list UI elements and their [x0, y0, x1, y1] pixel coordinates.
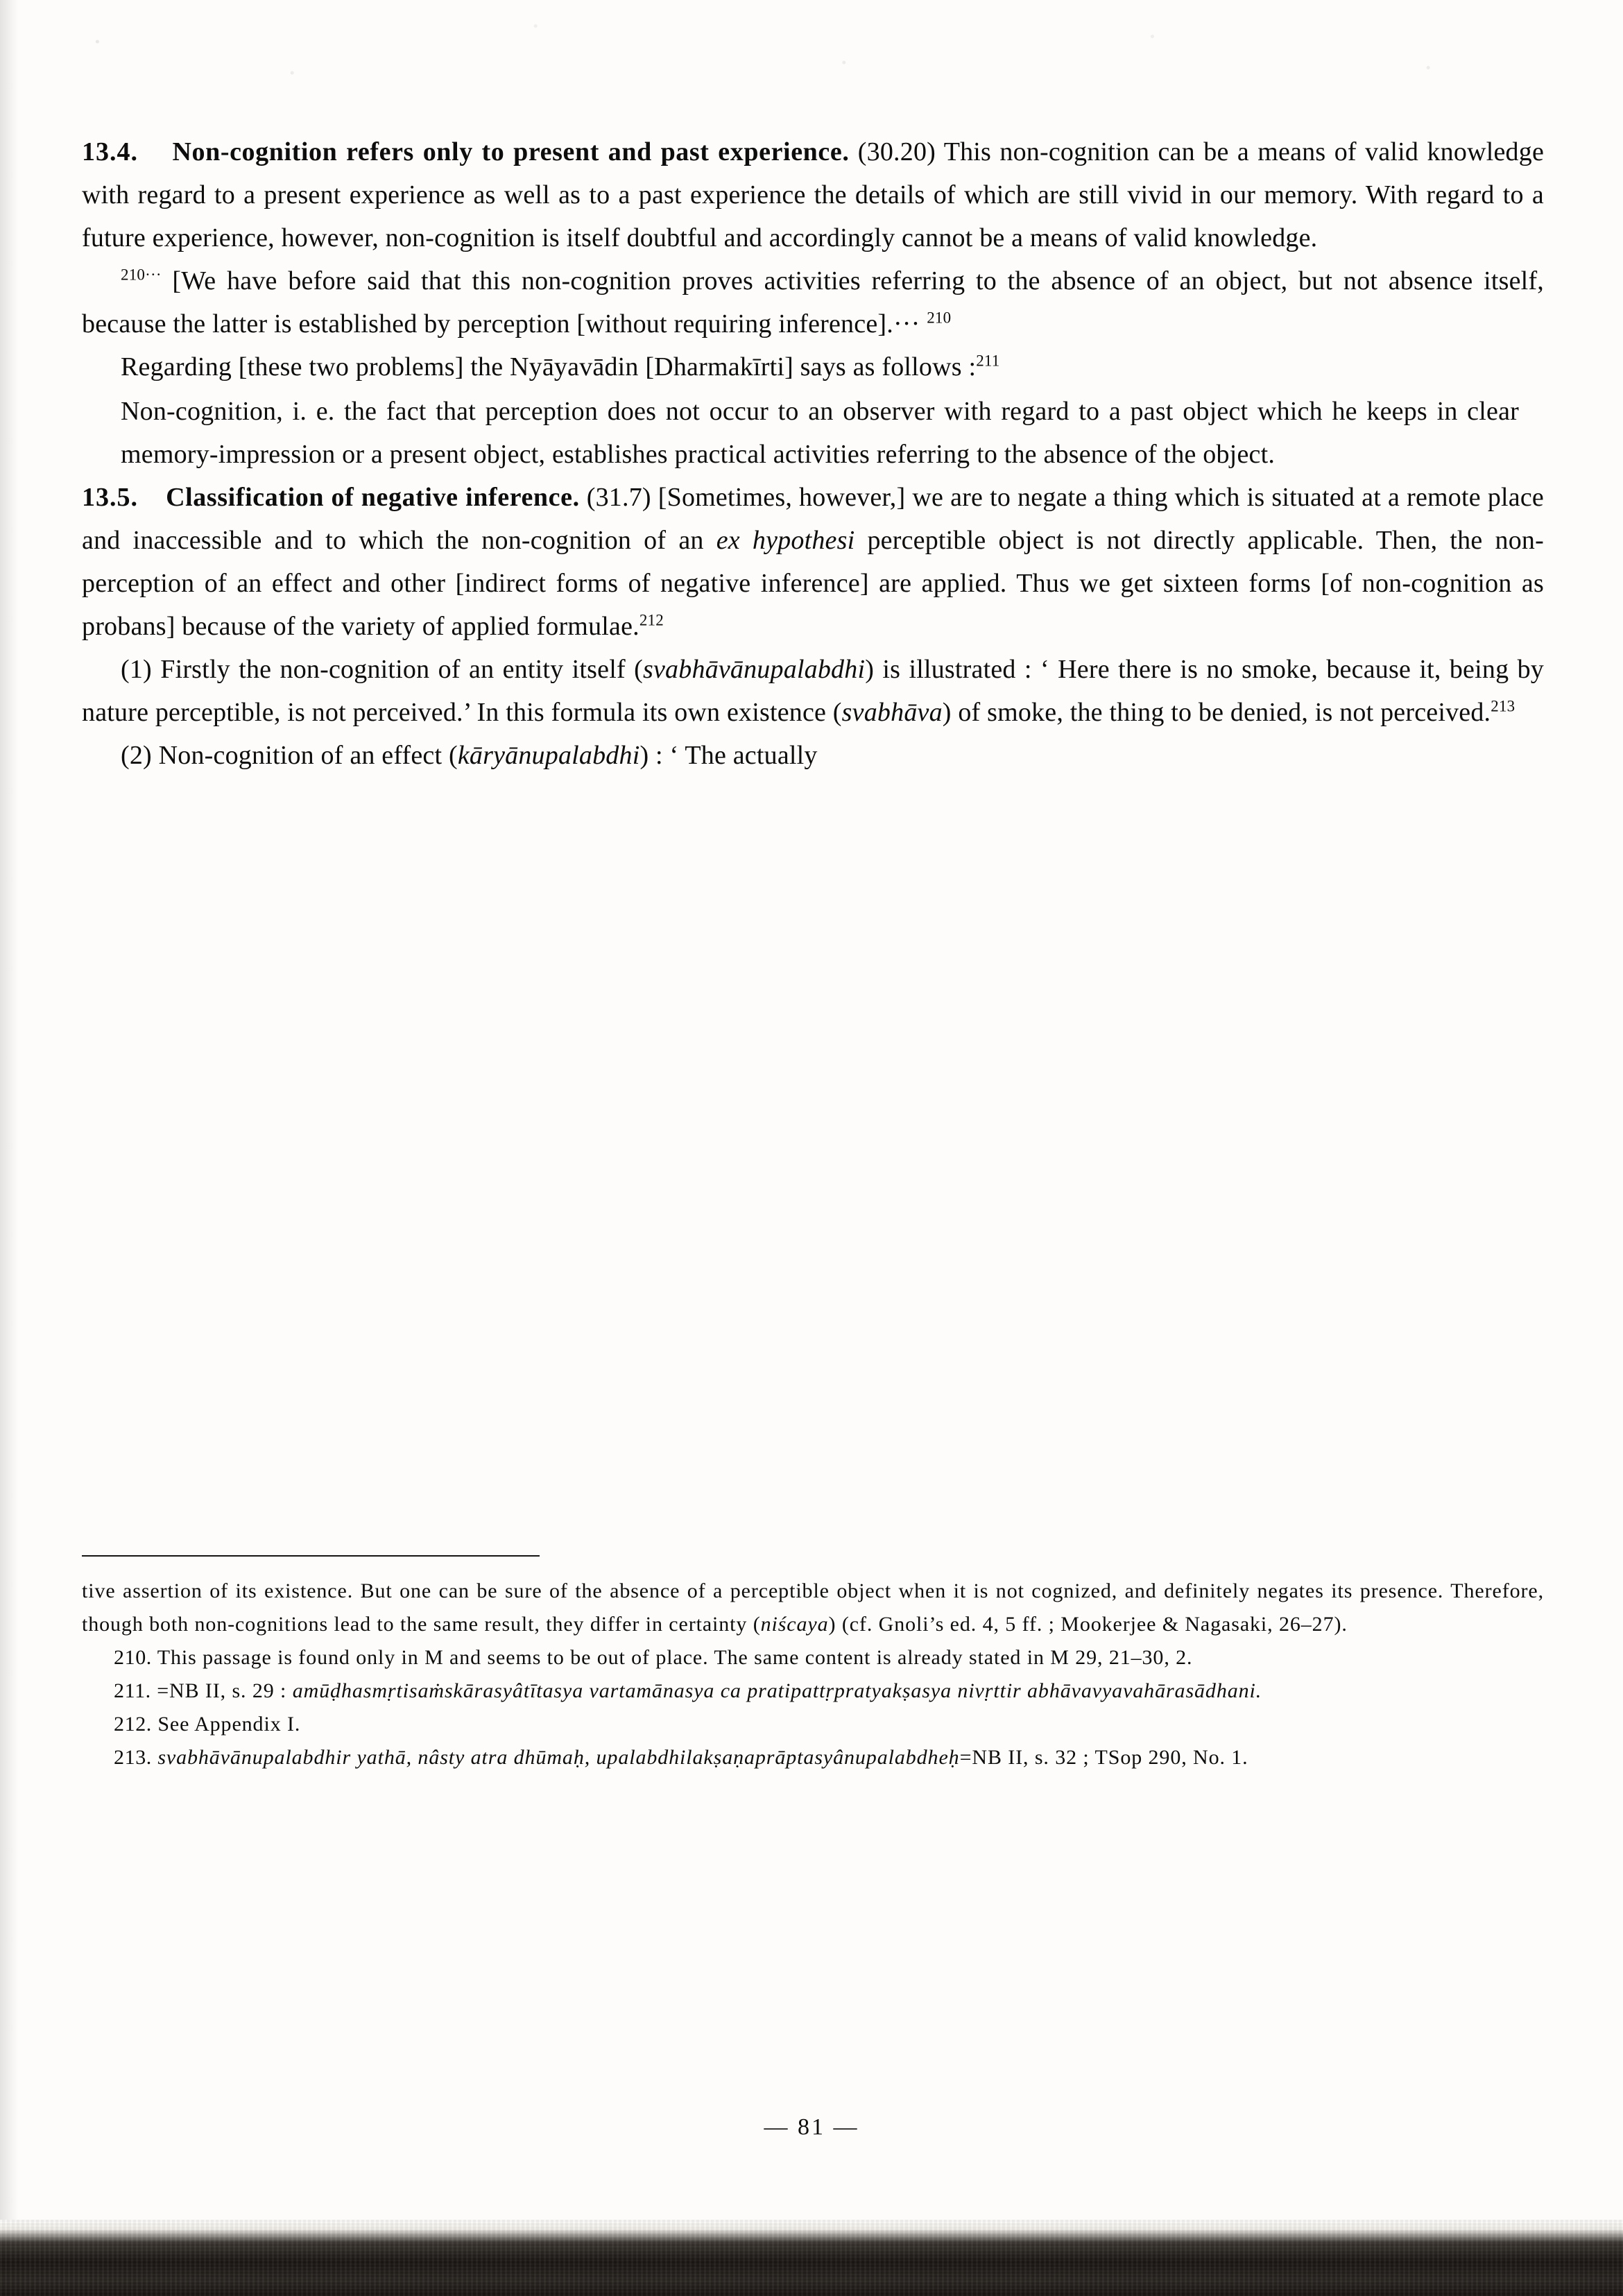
- footnote-marker-210-open: 210···: [121, 266, 162, 284]
- scan-noise-top: [0, 0, 1623, 104]
- footnote-212-number: 212.: [114, 1713, 152, 1736]
- page-edge-shadow: [0, 0, 18, 2296]
- footnote-212: [82, 1708, 1544, 1741]
- footnote-marker-212: 212: [639, 611, 664, 629]
- paragraph-bracket-note: [82, 259, 1544, 345]
- footnote-cont-text-1: tive assertion of its existence. But one can be sure of the absence of a perceptible object when it is not cognized, and definitely negates its presence. Therefore, though both non-cognitions lead to the same result, they differ in certainty (: [82, 1579, 1544, 1636]
- page-body: [82, 130, 1544, 777]
- item-label-1: (1): [121, 655, 152, 684]
- section-heading-13-5: Classification of negative inference.: [166, 483, 580, 512]
- section-13-5-body-2: perceptible object is not directly applicable. Then, the non-perception of an effect and other [indirect forms of negative inference] are applied. Thus we get sixteen forms [of non-cognition as probans] because of the variety of applied formulae.: [82, 526, 1544, 641]
- footnote-marker-211: 211: [976, 352, 1000, 370]
- item-label-2: (2): [121, 741, 152, 770]
- section-13-5-body-1: [Sometimes, however,] we are to negate a thing which is situated at a remote place and inaccessible and to which the non-cognition of an: [82, 483, 1544, 555]
- item-1-text-1: Firstly the non-cognition of an entity itself (: [160, 655, 643, 684]
- scan-edge-bottom: [0, 2220, 1623, 2296]
- footnote-213: [82, 1741, 1544, 1774]
- footnote-continuation: [82, 1575, 1544, 1641]
- sanskrit-term-svabhavanupalabdhi: svabhāvānupalabdhi: [642, 655, 866, 684]
- footnote-210-text: This passage is found only in M and seems to be out of place. The same content is already stated in M 29, 21–30, 2.: [157, 1646, 1193, 1669]
- section-heading: Non-cognition refers only to present and past experience.: [172, 137, 850, 166]
- footnote-marker-213: 213: [1491, 697, 1515, 715]
- footnote-cont-text-2: ) (cf. Gnoli’s ed. 4, 5 ff. ; Mookerjee & Nagasaki, 26–27).: [828, 1613, 1348, 1636]
- paragraph-regarding: [82, 345, 1544, 388]
- page-number: — 81 —: [764, 2114, 859, 2140]
- list-item-1: [82, 648, 1544, 734]
- item-1-text-2: ) is illustrated : ‘ Here there is no smoke, because it, being by nature perceptible, is not perceived.’ In this formula its own existence (: [82, 655, 1544, 727]
- list-item-2: [82, 734, 1544, 777]
- section-number-13-5: 13.5.: [82, 483, 138, 512]
- section-13-4-body: This non-cognition can be a means of valid knowledge with regard to a present experience as well as to a past experience the details of which are still vivid in our memory. With regard to a future experience, however, non-cognition is itself doubtful and accordingly cannot be a means of valid knowledge.: [82, 137, 1545, 252]
- item-2-text-2: ) : ‘ The actually: [639, 741, 818, 770]
- footnote-marker-210-close: 210: [927, 309, 952, 327]
- bracket-note-text: [We have before said that this non-cognition proves activities referring to the absence of an object, but not absence itself, because the latter is established by perception [without requiring inference].···: [82, 266, 1544, 339]
- footnote-211-text: =NB II, s. 29 :: [157, 1679, 293, 1702]
- footnote-213-number: 213.: [114, 1746, 152, 1769]
- section-number: 13.4.: [82, 137, 138, 166]
- footnote-212-text: See Appendix I.: [157, 1713, 301, 1736]
- item-2-text-1: Non-cognition of an effect (: [158, 741, 458, 770]
- item-1-text-3: ) of smoke, the thing to be denied, is not perceived.: [942, 698, 1491, 727]
- footnotes-block: [82, 1575, 1544, 1774]
- sanskrit-term-karyanupalabdhi: kāryānupalabdhi: [457, 741, 640, 770]
- footnote-210-number: 210.: [114, 1646, 152, 1669]
- footnote-211: [82, 1674, 1544, 1708]
- section-13-4: [82, 130, 1544, 259]
- latin-phrase-ex-hypothesi: ex hypothesi: [716, 526, 855, 555]
- section-13-5: [82, 476, 1544, 648]
- block-quotation: Non-cognition, i. e. the fact that perception does not occur to an observer with regard to a past object which he keeps in clear memory-impression or a present object, establishes practical activities referring to the absence of the object.: [121, 397, 1519, 469]
- sanskrit-term-niscaya: niścaya: [760, 1613, 829, 1636]
- sanskrit-term-svabhava: svabhāva: [841, 698, 943, 727]
- footnote-213-text: =NB II, s. 32 ; TSop 290, No. 1.: [959, 1746, 1248, 1769]
- footnote-separator-rule: [82, 1555, 540, 1557]
- section-reference-13-5: (31.7): [586, 483, 651, 512]
- footnote-210: [82, 1641, 1544, 1674]
- regarding-text: Regarding [these two problems] the Nyāyavādin [Dharmakīrti] says as follows :: [121, 352, 977, 382]
- section-reference: (30.20): [857, 137, 936, 166]
- footnote-211-sanskrit: amūḍhasmṛtisaṁskārasyâtītasya vartamānasya ca pratipattṛpratyakṣasya nivṛttir abhāvavyavahārasādhani.: [292, 1679, 1262, 1702]
- footnote-213-sanskrit: svabhāvānupalabdhir yathā, nâsty atra dhūmaḥ, upalabdhilakṣaṇaprāptasyânupalabdheḥ: [157, 1746, 960, 1769]
- footnote-211-number: 211.: [114, 1679, 151, 1702]
